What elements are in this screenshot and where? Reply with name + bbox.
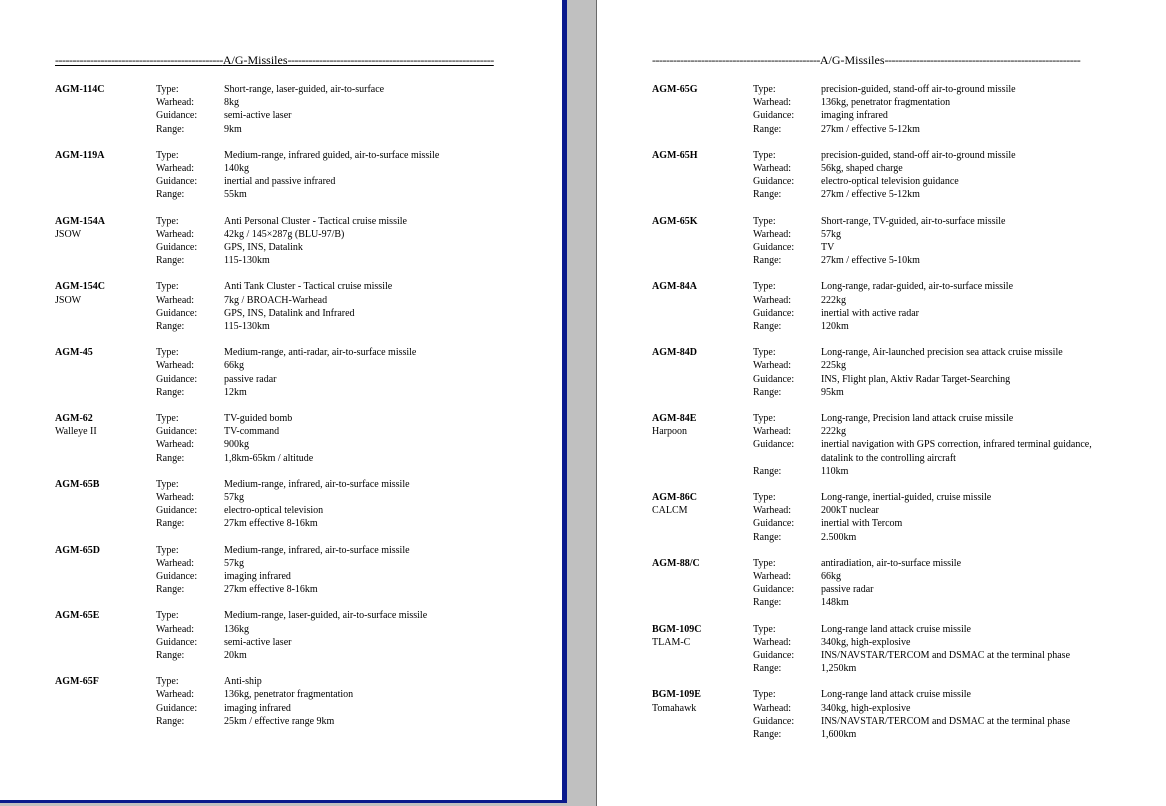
- spec-label: Guidance:: [156, 241, 198, 253]
- spec-value: 2.500km: [821, 531, 857, 543]
- page-header: [652, 52, 1110, 68]
- spec-value: INS, Flight plan, Aktiv Radar Target-Searching: [821, 373, 1011, 385]
- spec-value: 340kg, high-explosive: [821, 702, 911, 714]
- spec-label: Range:: [156, 649, 185, 661]
- missile-designation: AGM-65K: [652, 215, 698, 227]
- spec-label: Range:: [753, 728, 782, 740]
- spec-value: 27km / effective 5-10km: [821, 255, 920, 267]
- spec-label: Guidance:: [156, 636, 198, 648]
- missile-designation: AGM-65F: [55, 676, 99, 688]
- spec-label: Guidance:: [156, 110, 198, 122]
- missile-designation: AGM-65H: [652, 149, 698, 161]
- document-page-left: [0, 0, 567, 803]
- header-dashes-left: ------------------------------------------------: [652, 53, 820, 67]
- spec-label: Type:: [753, 281, 776, 293]
- header-dashes-right: -----------------------------------------------------------: [287, 53, 494, 67]
- spec-label: Range:: [156, 452, 185, 464]
- spec-value: 110km: [821, 465, 849, 477]
- spec-label: Type:: [156, 281, 179, 293]
- spec-value: 8kg: [224, 97, 239, 109]
- spec-label: Warhead:: [753, 162, 792, 174]
- spec-label: Type:: [156, 84, 179, 95]
- spec-value: precision-guided, stand-off air-to-ground missile: [821, 84, 1016, 95]
- page-header: [55, 52, 513, 68]
- spec-label: Range:: [753, 531, 782, 543]
- spec-label: Range:: [753, 255, 782, 267]
- spec-value: 25km / effective range 9km: [224, 715, 335, 727]
- spec-label: Guidance:: [156, 505, 198, 517]
- spec-label: Range:: [753, 189, 782, 201]
- spec-value: 55km: [224, 189, 247, 201]
- spec-value: electro-optical television: [224, 505, 324, 517]
- spec-value: Short-range, laser-guided, air-to-surface: [224, 84, 385, 95]
- missile-designation: AGM-84D: [652, 347, 697, 359]
- spec-label: Range:: [156, 189, 185, 201]
- spec-label: Guidance:: [753, 584, 795, 596]
- spec-value: 1,8km-65km / altitude: [224, 452, 314, 464]
- spec-label: Guidance:: [753, 649, 795, 661]
- spec-value: 136kg, penetrator fragmentation: [821, 97, 951, 109]
- spec-value: imaging infrared: [224, 570, 291, 582]
- spec-value: 57kg: [224, 557, 244, 569]
- spec-value: Medium-range, laser-guided, air-to-surface missile: [224, 610, 428, 622]
- missile-alias: Walleye II: [55, 426, 97, 438]
- spec-value: Short-range, TV-guided, air-to-surface missile: [821, 215, 1006, 227]
- spec-label: Guidance:: [156, 570, 198, 582]
- spec-label: Type:: [753, 689, 776, 701]
- spec-value: inertial navigation with GPS correction, infrared terminal guidance, datalink to the controlling aircraft: [821, 439, 1092, 464]
- spec-value: 7kg / BROACH-Warhead: [224, 294, 328, 306]
- spec-value: 148km: [821, 597, 849, 609]
- spec-value: GPS, INS, Datalink: [224, 241, 303, 253]
- spec-label: Guidance:: [156, 702, 198, 714]
- spec-label: Range:: [156, 123, 185, 135]
- missile-designation: AGM-154C: [55, 281, 105, 293]
- spec-label: Guidance:: [753, 715, 795, 727]
- spec-value: Long-range land attack cruise missile: [821, 623, 971, 635]
- spec-label: Warhead:: [156, 623, 195, 635]
- missile-designation: AGM-154A: [55, 215, 105, 227]
- spec-value: 9km: [224, 123, 242, 135]
- missile-alias: JSOW: [55, 228, 82, 240]
- spec-value: 136kg: [224, 623, 249, 635]
- spec-label: Warhead:: [156, 360, 195, 372]
- spec-value: 27km / effective 5-12km: [821, 123, 920, 135]
- spec-value: 340kg, high-explosive: [821, 636, 911, 648]
- spec-value: inertial with active radar: [821, 307, 920, 319]
- spec-label: Warhead:: [156, 689, 195, 701]
- spec-label: Type:: [753, 215, 776, 227]
- spec-value: 222kg: [821, 294, 846, 306]
- spec-label: Type:: [753, 413, 776, 424]
- spec-value: 1,600km: [821, 728, 857, 740]
- spec-value: imaging infrared: [821, 110, 888, 122]
- spec-label: Type:: [753, 557, 776, 569]
- header-title: A/G-Missiles: [222, 53, 288, 67]
- spec-value: 12km: [224, 386, 247, 398]
- missile-designation: AGM-86C: [652, 492, 697, 503]
- spec-label: Type:: [753, 149, 776, 161]
- spec-label: Guidance:: [753, 518, 795, 530]
- header-title: A/G-Missiles: [819, 53, 885, 67]
- spec-value: 225kg: [821, 360, 846, 372]
- spec-label: Range:: [156, 255, 185, 267]
- missile-alias: CALCM: [652, 505, 688, 517]
- spec-value: 66kg: [224, 360, 244, 372]
- header-dashes-left: ------------------------------------------------: [55, 53, 223, 67]
- spec-label: Warhead:: [753, 97, 792, 109]
- spec-label: Warhead:: [753, 426, 792, 438]
- spec-label: Warhead:: [753, 505, 792, 517]
- spec-label: Guidance:: [753, 241, 795, 253]
- header-dashes-right: --------------------------------------------------------: [884, 53, 1081, 67]
- spec-label: Range:: [156, 320, 185, 332]
- spec-value: TV: [821, 241, 835, 253]
- spec-label: Warhead:: [753, 228, 792, 240]
- spec-label: Range:: [753, 320, 782, 332]
- missile-designation: AGM-62: [55, 413, 93, 424]
- spec-label: Warhead:: [156, 557, 195, 569]
- spec-value: 136kg, penetrator fragmentation: [224, 689, 354, 701]
- spec-value: semi-active laser: [224, 636, 292, 648]
- spec-value: 200kT nuclear: [821, 505, 879, 517]
- spec-label: Type:: [156, 676, 179, 688]
- spec-value: antiradiation, air-to-surface missile: [821, 557, 962, 569]
- spec-label: Warhead:: [753, 702, 792, 714]
- spec-value: 1,250km: [821, 663, 857, 675]
- spec-value: TV-guided bomb: [224, 413, 293, 424]
- spec-label: Range:: [753, 386, 782, 398]
- missile-alias: Tomahawk: [652, 702, 697, 714]
- missile-alias: JSOW: [55, 294, 82, 306]
- spec-value: 900kg: [224, 439, 249, 451]
- spec-value: Anti Tank Cluster - Tactical cruise missile: [224, 281, 393, 293]
- spec-value: 27km / effective 5-12km: [821, 189, 920, 201]
- spec-label: Guidance:: [156, 426, 198, 438]
- spec-value: Long-range, Air-launched precision sea attack cruise missile: [821, 347, 1063, 359]
- spec-label: Guidance:: [156, 307, 198, 319]
- spec-label: Guidance:: [753, 373, 795, 385]
- missile-designation: AGM-65B: [55, 478, 100, 490]
- spec-value: 57kg: [224, 491, 244, 503]
- spec-value: 42kg / 145×287g (BLU-97/B): [224, 228, 345, 240]
- spec-value: Long-range, radar-guided, air-to-surface missile: [821, 281, 1014, 293]
- spec-value: 27km effective 8-16km: [224, 518, 318, 530]
- spec-value: Medium-range, infrared guided, air-to-surface missile: [224, 149, 440, 161]
- spec-value: Anti Personal Cluster - Tactical cruise missile: [224, 215, 407, 227]
- missile-designation: AGM-119A: [55, 149, 105, 161]
- spec-value: 120km: [821, 320, 849, 332]
- spec-value: 222kg: [821, 426, 846, 438]
- spec-value: Medium-range, infrared, air-to-surface missile: [224, 478, 410, 490]
- spec-value: 140kg: [224, 162, 249, 174]
- spec-value: Medium-range, anti-radar, air-to-surface missile: [224, 347, 417, 359]
- spec-value: imaging infrared: [224, 702, 291, 714]
- spec-value: 57kg: [821, 228, 841, 240]
- spec-label: Warhead:: [156, 97, 195, 109]
- spec-value: 20km: [224, 649, 247, 661]
- spec-label: Range:: [753, 123, 782, 135]
- spec-label: Warhead:: [753, 570, 792, 582]
- spec-label: Guidance:: [156, 176, 198, 188]
- missile-alias: TLAM-C: [652, 636, 691, 648]
- spec-label: Guidance:: [753, 307, 795, 319]
- spec-value: GPS, INS, Datalink and Infrared: [224, 307, 355, 319]
- spec-label: Warhead:: [156, 491, 195, 503]
- spec-value: semi-active laser: [224, 110, 292, 122]
- spec-value: electro-optical television guidance: [821, 176, 959, 188]
- spec-value: INS/NAVSTAR/TERCOM and DSMAC at the terminal phase: [821, 649, 1071, 661]
- missile-designation: AGM-84A: [652, 281, 697, 293]
- spec-label: Type:: [753, 492, 776, 503]
- spec-label: Warhead:: [156, 294, 195, 306]
- spec-value: TV-command: [224, 426, 280, 438]
- spec-value: inertial and passive infrared: [224, 176, 336, 188]
- spec-label: Warhead:: [753, 636, 792, 648]
- spec-label: Type:: [156, 149, 179, 161]
- spec-label: Range:: [753, 465, 782, 477]
- spec-value: inertial with Tercom: [821, 518, 903, 530]
- spec-label: Range:: [156, 386, 185, 398]
- missile-designation: AGM-65G: [652, 84, 698, 95]
- spec-value: 115-130km: [224, 320, 270, 332]
- spec-value: Anti-ship: [224, 676, 262, 688]
- spec-label: Type:: [156, 478, 179, 490]
- spec-label: Range:: [156, 715, 185, 727]
- spec-label: Type:: [753, 84, 776, 95]
- missile-designation: BGM-109E: [652, 689, 701, 701]
- spec-value: passive radar: [224, 373, 277, 385]
- missile-designation: AGM-114C: [55, 84, 105, 95]
- document-page-right: [596, 0, 1166, 806]
- spec-value: Medium-range, infrared, air-to-surface missile: [224, 544, 410, 556]
- spec-label: Guidance:: [156, 373, 198, 385]
- spec-label: Type:: [753, 623, 776, 635]
- spec-value: 115-130km: [224, 255, 270, 267]
- spec-label: Type:: [753, 347, 776, 359]
- spec-value: 27km effective 8-16km: [224, 584, 318, 596]
- spec-label: Type:: [156, 544, 179, 556]
- missile-designation: AGM-45: [55, 347, 93, 359]
- spec-value: INS/NAVSTAR/TERCOM and DSMAC at the terminal phase: [821, 715, 1071, 727]
- spec-label: Guidance:: [753, 176, 795, 188]
- missile-designation: AGM-65D: [55, 544, 100, 556]
- spec-value: precision-guided, stand-off air-to-ground missile: [821, 149, 1016, 161]
- spec-value: 95km: [821, 386, 844, 398]
- spec-label: Type:: [156, 215, 179, 227]
- spec-label: Warhead:: [156, 228, 195, 240]
- missile-designation: AGM-84E: [652, 413, 697, 424]
- spec-label: Warhead:: [753, 360, 792, 372]
- spec-label: Warhead:: [156, 439, 195, 451]
- spec-label: Range:: [753, 663, 782, 675]
- spec-value: Long-range, Precision land attack cruise missile: [821, 413, 1014, 424]
- missile-alias: Harpoon: [652, 426, 687, 438]
- spec-value: 66kg: [821, 570, 841, 582]
- spec-label: Warhead:: [753, 294, 792, 306]
- missile-designation: BGM-109C: [652, 623, 702, 635]
- spec-label: Range:: [156, 584, 185, 596]
- spec-value: passive radar: [821, 584, 874, 596]
- spec-label: Range:: [156, 518, 185, 530]
- spec-label: Type:: [156, 347, 179, 359]
- spec-label: Type:: [156, 610, 179, 622]
- spec-label: Warhead:: [156, 162, 195, 174]
- spec-value: Long-range, inertial-guided, cruise missile: [821, 492, 992, 503]
- spec-label: Range:: [753, 597, 782, 609]
- spec-value: 56kg, shaped charge: [821, 162, 903, 174]
- spec-label: Guidance:: [753, 110, 795, 122]
- missile-designation: AGM-88/C: [652, 557, 700, 569]
- spec-label: Guidance:: [753, 439, 795, 451]
- spec-label: Type:: [156, 413, 179, 424]
- spec-value: Long-range land attack cruise missile: [821, 689, 971, 701]
- missile-designation: AGM-65E: [55, 610, 100, 622]
